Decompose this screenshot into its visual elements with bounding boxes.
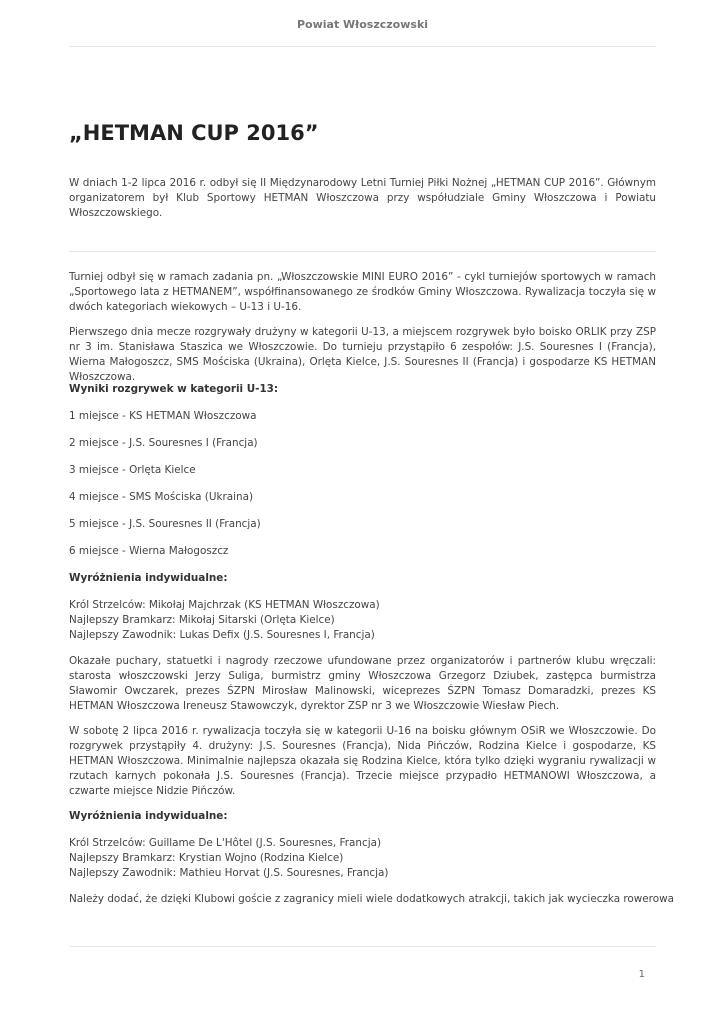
header-divider xyxy=(69,46,656,47)
site-name: Powiat Włoszczowski xyxy=(296,18,429,31)
award-line: Najlepszy Zawodnik: Lukas Defix (J.S. Souresnes I, Francja) xyxy=(69,629,375,641)
footer-divider xyxy=(69,946,656,947)
awards-heading-u16: Wyróżnienia indywidualne: xyxy=(69,810,228,822)
intro-paragraph: W dniach 1-2 lipca 2016 r. odbył się II Międzynarodowy Letni Turniej Piłki Nożnej „HETMAN CUP 2016”. Głównym organizatorem był Klub Sportowy HETMAN Włoszczowa przy współudziale Gminy Włoszczowa i Powiatu Włoszczowskiego. xyxy=(69,177,656,219)
paragraph-2: Pierwszego dnia mecze rozgrywały drużyny w kategorii U-13, a miejscem rozgrywek było boisko ORLIK przy ZSP nr 3 im. Stanisława Staszica we Włoszczowie. Do turnieju przystąpiło 6 zespołów: J.S. Souresnes I (Francja), Wierna Małogoszcz, SMS Mościska (Ukraina), Orlęta Kielce, J.S. Souresnes II (Francja) i gospodarze KS HETMAN Włoszczowa. xyxy=(69,326,656,383)
page-title: „HETMAN CUP 2016” xyxy=(69,121,319,145)
u13-result: 6 miejsce - Wierna Małogoszcz xyxy=(69,545,229,557)
u13-heading: Wyniki rozgrywek w kategorii U-13: xyxy=(69,383,279,395)
award-line: Najlepszy Bramkarz: Krystian Wojno (Rodzina Kielce) xyxy=(69,852,344,864)
paragraph-5: Należy dodać, że dzięki Klubowi goście z zagranicy mieli wiele dodatkowych atrakcji, takich jak wycieczka rowerowa xyxy=(69,893,674,905)
award-line: Król Strzelców: Mikołaj Majchrzak (KS HETMAN Włoszczowa) xyxy=(69,599,380,611)
award-line: Król Strzelców: Guillame De L'Hôtel (J.S. Souresnes, Francja) xyxy=(69,837,382,849)
u13-result: 3 miejsce - Orlęta Kielce xyxy=(69,464,196,476)
award-line: Najlepszy Zawodnik: Mathieu Horvat (J.S. Souresnes, Francja) xyxy=(69,867,389,879)
u13-result: 2 miejsce - J.S. Souresnes I (Francja) xyxy=(69,437,258,449)
paragraph-3: Okazałe puchary, statuetki i nagrody rzeczowe ufundowane przez organizatorów i partnerów klubu wręczali: starosta włoszczowski Jerzy Suliga, burmistrz gminy Włoszczowa Grzegorz Dziubek, zastępca burmistrza Sławomir Owczarek, prezes ŚZPN Mirosław Malinowski, wiceprezes ŚZPN Tomasz Domaradzki, prezes KS HETMAN Włoszczowa Ireneusz Stawowczyk, dyrektor ZSP nr 3 we Włoszczowie Wiesław Piech. xyxy=(69,655,656,712)
u13-result: 4 miejsce - SMS Mościska (Ukraina) xyxy=(69,491,253,503)
awards-heading-u13: Wyróżnienia indywidualne: xyxy=(69,572,228,584)
page-number: 1 xyxy=(638,969,645,980)
u13-result: 1 miejsce - KS HETMAN Włoszczowa xyxy=(69,410,257,422)
section-divider xyxy=(69,251,656,252)
paragraph-4: W sobotę 2 lipca 2016 r. rywalizacja toczyła się w kategorii U-16 na boisku głównym OSiR we Włoszczowie. Do rozgrywek przystąpiły 4. drużyny: J.S. Souresnes (Francja), Nida Pińczów, Rodzina Kielce i gospodarze, KS HETMAN Włoszczowa. Minimalnie najlepsza okazała się Rodzina Kielce, która tylko dzięki wygraniu rywalizacji w rzutach karnych pokonała J.S. Souresnes (Francja). Trzecie miejsce przypadło HETMANOWI Włoszczowa, a czwarte miejsce Nidzie Pińczów. xyxy=(69,725,656,797)
award-line: Najlepszy Bramkarz: Mikołaj Sitarski (Orlęta Kielce) xyxy=(69,614,335,626)
u13-result: 5 miejsce - J.S. Souresnes II (Francja) xyxy=(69,518,261,530)
paragraph-1: Turniej odbył się w ramach zadania pn. „Włoszczowskie MINI EURO 2016” - cykl turniejów sportowych w ramach „Sportowego lata z HETMANEM”, współfinansowanego ze środków Gminy Włoszczowa. Rywalizacja toczyła się w dwóch kategoriach wiekowych – U-13 i U-16. xyxy=(69,271,656,313)
